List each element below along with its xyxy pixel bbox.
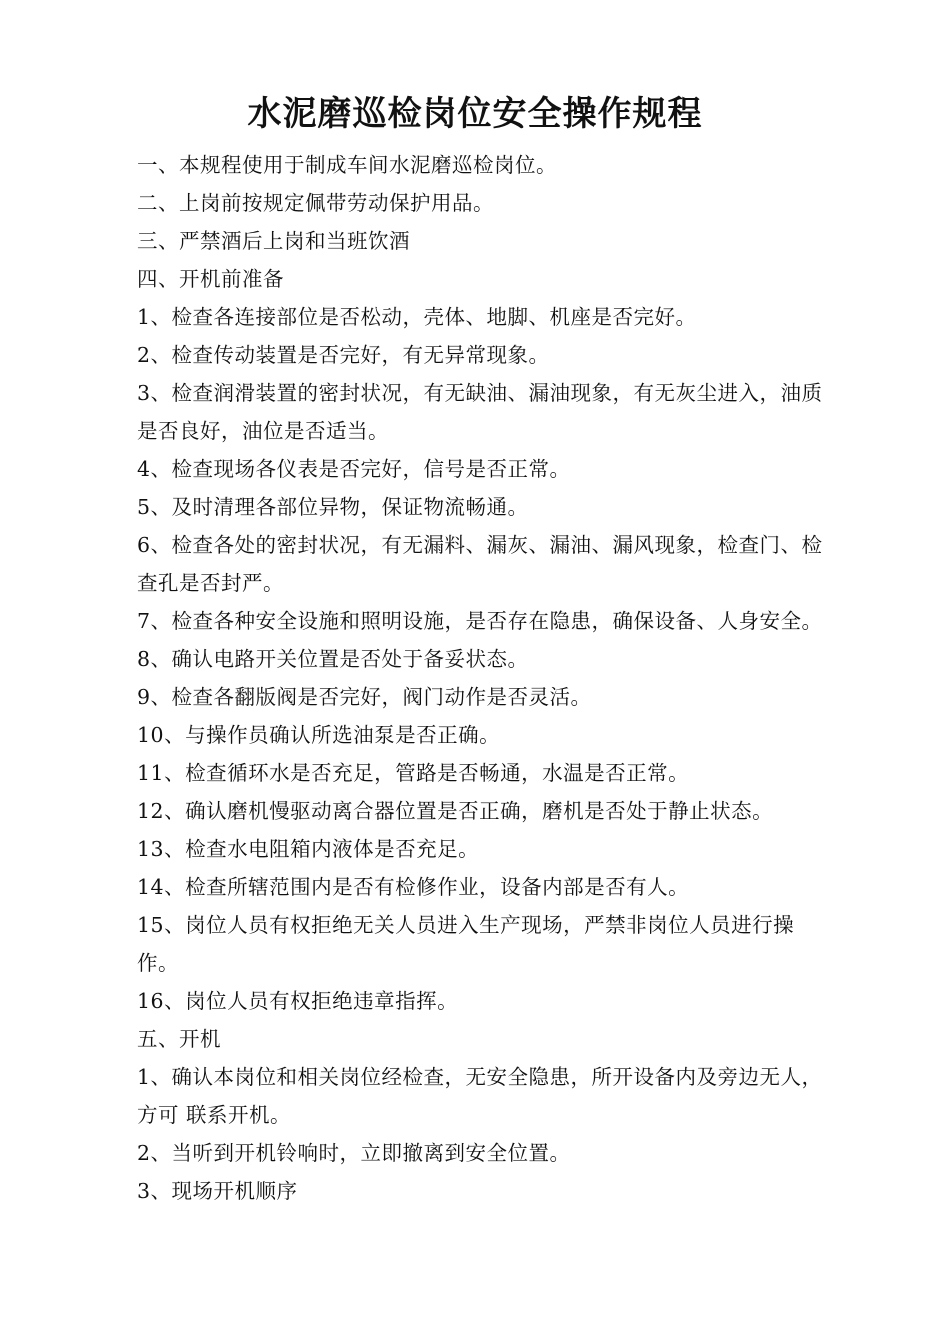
paragraph: 7、检查各种安全设施和照明设施，是否存在隐患，确保设备、人身安全。: [137, 609, 823, 633]
paragraph: 10、与操作员确认所选油泵是否正确。: [137, 723, 501, 747]
paragraph: 5、及时清理各部位异物，保证物流畅通。: [137, 495, 529, 519]
paragraph: 8、确认电路开关位置是否处于备妥状态。: [137, 647, 529, 671]
paragraph: 13、检查水电阻箱内液体是否充足。: [137, 837, 480, 861]
paragraph: 2、检查传动装置是否完好，有无异常现象。: [137, 343, 550, 367]
paragraph: 二、上岗前按规定佩带劳动保护用品。: [137, 191, 494, 215]
paragraph: 14、检查所辖范围内是否有检修作业，设备内部是否有人。: [137, 875, 690, 899]
document-body: [137, 146, 827, 1210]
paragraph: 6、检查各处的密封状况，有无漏料、漏灰、漏油、漏风现象，检查门、检查孔是否封严。: [137, 533, 823, 595]
paragraph: 一、本规程使用于制成车间水泥磨巡检岗位。: [137, 153, 557, 177]
paragraph: 12、确认磨机慢驱动离合器位置是否正确，磨机是否处于静止状态。: [137, 799, 774, 823]
paragraph: 3、现场开机顺序: [137, 1179, 298, 1203]
paragraph: 3、检查润滑装置的密封状况，有无缺油、漏油现象，有无灰尘进入，油质是否良好，油位是否适当。: [137, 381, 823, 443]
paragraph: 1、确认本岗位和相关岗位经检查，无安全隐患，所开设备内及旁边无人，方可 联系开机。: [137, 1065, 823, 1127]
paragraph: 9、检查各翻版阀是否完好，阀门动作是否灵活。: [137, 685, 592, 709]
paragraph: 四、开机前准备: [137, 267, 284, 291]
paragraph: 三、严禁酒后上岗和当班饮酒: [137, 229, 410, 253]
document-title: 水泥磨巡检岗位安全操作规程: [247, 94, 703, 134]
paragraph: 16、岗位人员有权拒绝违章指挥。: [137, 989, 459, 1013]
paragraph: 15、岗位人员有权拒绝无关人员进入生产现场，严禁非岗位人员进行操作。: [137, 913, 795, 975]
paragraph: 11、检查循环水是否充足，管路是否畅通，水温是否正常。: [137, 761, 690, 785]
paragraph: 五、开机: [137, 1027, 221, 1051]
paragraph: 4、检查现场各仪表是否完好，信号是否正常。: [137, 457, 571, 481]
paragraph: 2、当听到开机铃响时，立即撤离到安全位置。: [137, 1141, 571, 1165]
paragraph: 1、检查各连接部位是否松动，壳体、地脚、机座是否完好。: [137, 305, 697, 329]
